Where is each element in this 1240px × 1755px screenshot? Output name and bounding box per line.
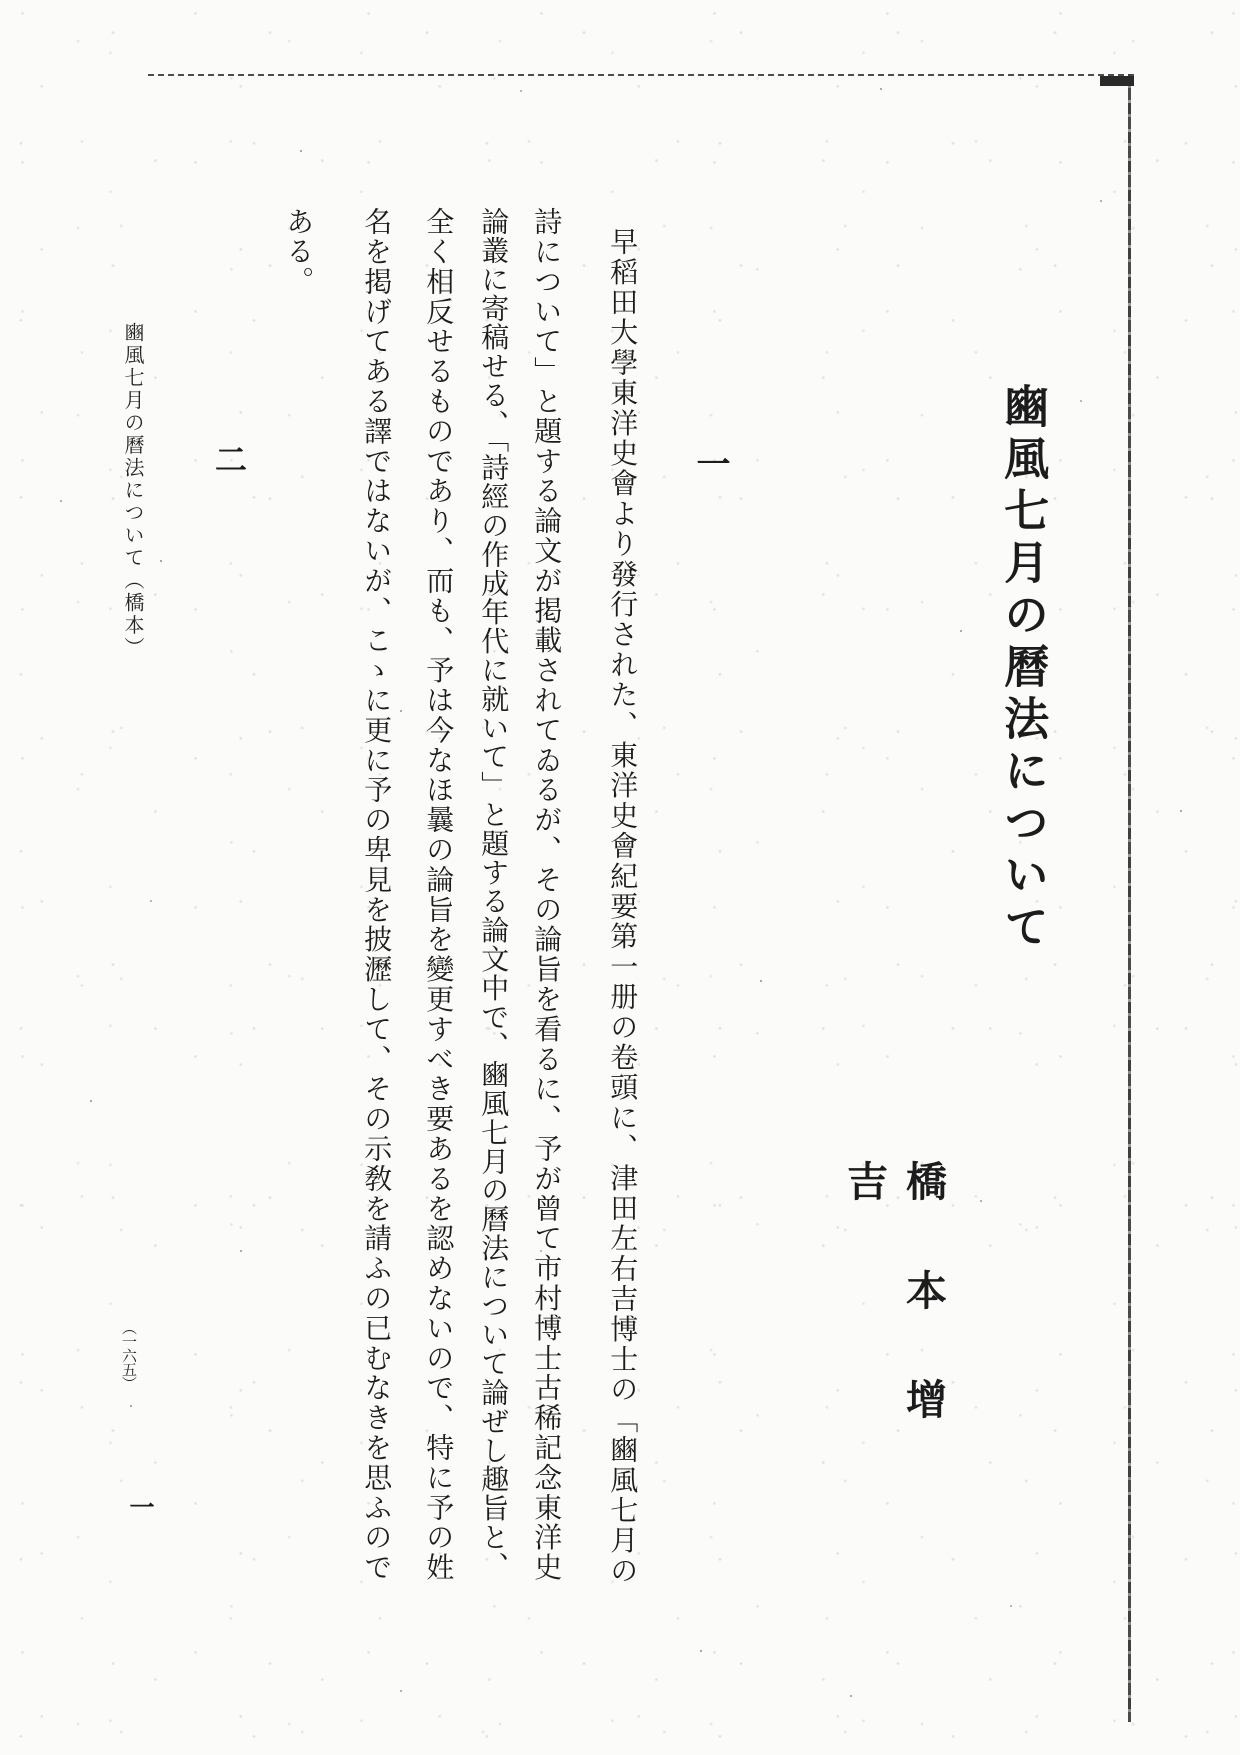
scan-noise-specks: [300, 150, 302, 152]
page-number: （一六五）: [120, 1320, 138, 1390]
running-header: 豳風七月の曆法について（橋本）: [121, 322, 145, 660]
body-text-column-2: 詩について」と題する論文が掲載されてゐるが、その論旨を看るに、予が曾て市村博士古稀記念東洋史: [530, 207, 564, 1583]
body-text-column-4: 全く相反せるものであり、而も、予は今なほ曩の論旨を變更すべき要あるを認めないので、特に予の姓: [422, 207, 456, 1583]
folio-mark: 一: [126, 1494, 155, 1519]
scan-right-border-line: [1128, 74, 1131, 1722]
body-text-column-1: 早稻田大學東洋史會より發行された、東洋史會紀要第一册の卷頭に、津田左右吉博士の「豳風七月の: [606, 227, 640, 1586]
scan-corner-artifact: [1100, 76, 1134, 86]
scan-top-border-line: [148, 74, 1134, 76]
body-text-column-5: 名を掲げてある譯ではないが、こゝに更に予の卑見を披瀝して、その示敎を請ふの已むなきを思ふので: [360, 207, 394, 1583]
body-text-column-3: 論叢に寄稿せる、「詩經の作成年代に就いて」と題する論文中で、豳風七月の曆法について論ぜし趣旨と、: [477, 207, 511, 1581]
body-text-column-6: ある。: [282, 207, 316, 296]
section-2-heading: 二: [210, 443, 248, 475]
author-name: 橋本增吉: [840, 1160, 947, 1487]
section-1-heading: 一: [690, 446, 730, 480]
article-title: 豳風七月の曆法について: [996, 383, 1050, 955]
